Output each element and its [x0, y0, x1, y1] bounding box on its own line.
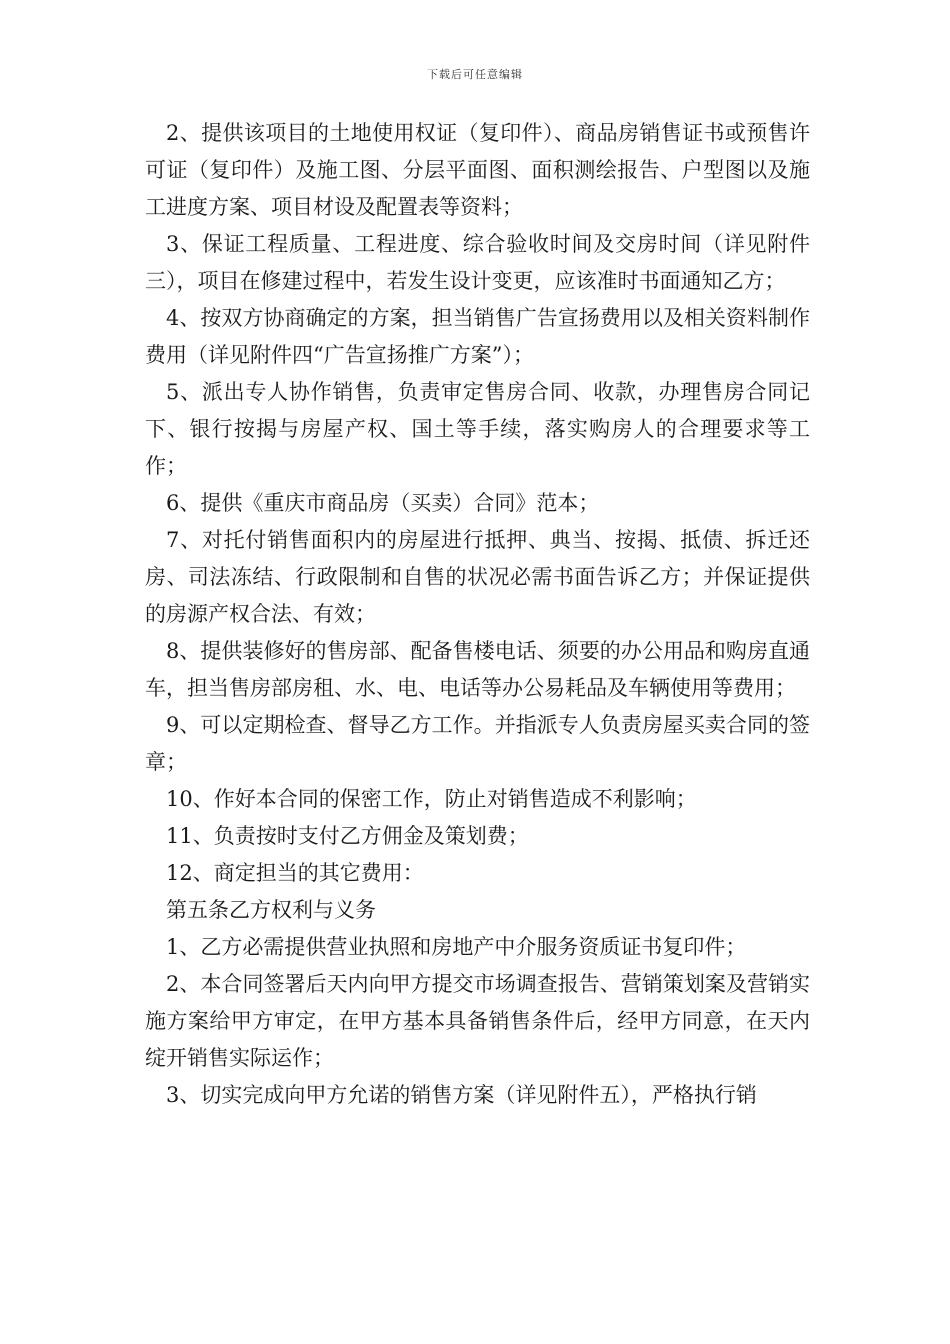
clause-item: 2、本合同签署后天内向甲方提交市场调查报告、营销策划案及营销实施方案给甲方审定，在甲方基本具备销售条件后，经甲方同意，在天内绽开销售实际运作；: [145, 972, 810, 1070]
clause-item: 11、负责按时支付乙方佣金及策划费；: [166, 824, 529, 848]
clause-item: 1、乙方必需提供营业执照和房地产中介服务资质证书复印件；: [166, 935, 747, 959]
document-body: [145, 115, 810, 1114]
clause-item: 3、切实完成向甲方允诺的销售方案（详见附件五），严格执行销: [166, 1083, 757, 1107]
page-header-note: 下载后可任意编辑: [427, 68, 523, 81]
section-heading: 第五条乙方权利与义务: [166, 898, 376, 922]
clause-item: 5、派出专人协作销售，负责审定售房合同、收款，办理售房合同记下、银行按揭与房屋产权、国土等手续，落实购房人的合理要求等工作；: [145, 380, 810, 478]
clause-item: 4、按双方协商确定的方案，担当销售广告宣扬费用以及相关资料制作费用（详见附件四“广告宣扬推广方案”）；: [145, 306, 810, 367]
clause-item: 3、保证工程质量、工程进度、综合验收时间及交房时间（详见附件三），项目在修建过程中，若发生设计变更，应该准时书面通知乙方；: [145, 232, 810, 293]
clause-item: 2、提供该项目的土地使用权证（复印件）、商品房销售证书或预售许可证（复印件）及施工图、分层平面图、面积测绘报告、户型图以及施工进度方案、项目材设及配置表等资料；: [145, 121, 810, 219]
clause-item: 7、对托付销售面积内的房屋进行抵押、典当、按揭、抵债、拆迁还房、司法冻结、行政限制和自售的状况必需书面告诉乙方；并保证提供的房源产权合法、有效；: [145, 528, 810, 626]
clause-item: 9、可以定期检查、督导乙方工作。并指派专人负责房屋买卖合同的签章；: [145, 713, 810, 774]
clause-item: 12、商定担当的其它费用：: [166, 861, 424, 885]
clause-item: 6、提供《重庆市商品房（买卖）合同》范本；: [166, 491, 600, 515]
clause-item: 10、作好本合同的保密工作，防止对销售造成不利影响；: [166, 787, 697, 811]
clause-item: 8、提供装修好的售房部、配备售楼电话、须要的办公用品和购房直通车，担当售房部房租、水、电、电话等办公易耗品及车辆使用等费用；: [145, 639, 810, 700]
